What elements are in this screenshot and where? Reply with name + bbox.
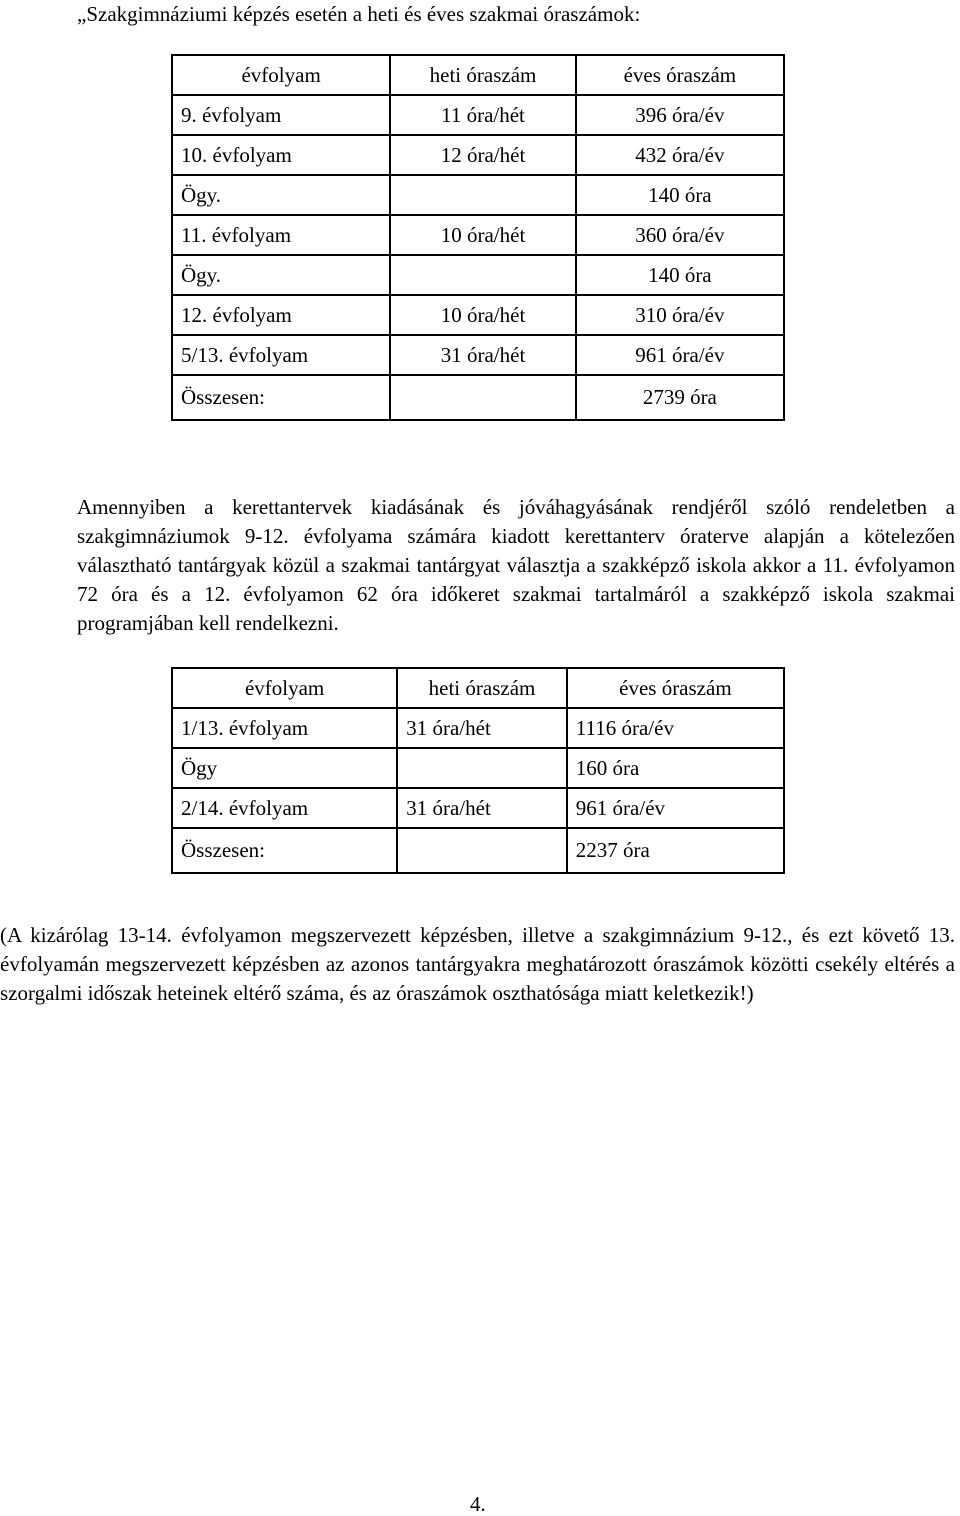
table-row xyxy=(172,708,784,748)
cell-eves: 961 óra/év xyxy=(567,788,784,828)
cell-evfolyam: 10. évfolyam xyxy=(172,135,390,175)
cell-evfolyam: 2/14. évfolyam xyxy=(172,788,397,828)
cell-eves: 2237 óra xyxy=(567,828,784,873)
cell-heti: 11 óra/hét xyxy=(390,95,575,135)
column-header-heti: heti óraszám xyxy=(390,55,575,95)
cell-heti: 31 óra/hét xyxy=(397,788,567,828)
column-header-evfolyam: évfolyam xyxy=(172,668,397,708)
column-header-evfolyam: évfolyam xyxy=(172,55,390,95)
column-header-heti: heti óraszám xyxy=(397,668,567,708)
paragraph-kerettanterv: Amennyiben a kerettantervek kiadásának és jóváhagyásának rendjéről szóló rendeletben a szakgimnáziumok 9-12. évfolyama számára kiadott kerettanterv óraterve alapján a kötelezően választható tantárgyak közül a szakmai tantárgyat választja a szakképző iskola akkor a 11. évfolyamon 72 óra és a 12. évfolyamon 62 óra időkeret szakmai tartalmáról a szakképző iskola szakmai programjában kell rendelkezni. xyxy=(77,495,955,635)
weekly-yearly-hours-table-2 xyxy=(171,667,785,874)
cell-evfolyam: Ögy xyxy=(172,748,397,788)
cell-heti: 31 óra/hét xyxy=(397,708,567,748)
cell-eves: 310 óra/év xyxy=(576,295,784,335)
cell-evfolyam: 12. évfolyam xyxy=(172,295,390,335)
table-row xyxy=(172,215,784,255)
cell-evfolyam: Ögy. xyxy=(172,175,390,215)
cell-heti: 10 óra/hét xyxy=(390,215,575,255)
cell-heti xyxy=(397,828,567,873)
weekly-yearly-hours-table-1 xyxy=(171,54,785,421)
table-row xyxy=(172,255,784,295)
cell-heti xyxy=(397,748,567,788)
column-header-eves: éves óraszám xyxy=(576,55,784,95)
cell-evfolyam: Összesen: xyxy=(172,375,390,420)
page-number: 4. xyxy=(470,1492,486,1516)
cell-evfolyam: 11. évfolyam xyxy=(172,215,390,255)
intro-text: „Szakgimnáziumi képzés esetén a heti és éves szakmai óraszámok: xyxy=(77,2,641,26)
cell-eves: 1116 óra/év xyxy=(567,708,784,748)
cell-evfolyam: 5/13. évfolyam xyxy=(172,335,390,375)
cell-eves: 961 óra/év xyxy=(576,335,784,375)
table-header-row xyxy=(172,668,784,708)
cell-eves: 360 óra/év xyxy=(576,215,784,255)
cell-evfolyam: Ögy. xyxy=(172,255,390,295)
table-total-row xyxy=(172,375,784,420)
cell-eves: 432 óra/év xyxy=(576,135,784,175)
table-row xyxy=(172,95,784,135)
table-row xyxy=(172,335,784,375)
cell-heti: 12 óra/hét xyxy=(390,135,575,175)
table-row xyxy=(172,135,784,175)
cell-heti xyxy=(390,255,575,295)
table-row xyxy=(172,748,784,788)
table-row xyxy=(172,788,784,828)
cell-eves: 2739 óra xyxy=(576,375,784,420)
cell-evfolyam: Összesen: xyxy=(172,828,397,873)
paragraph-note: (A kizárólag 13-14. évfolyamon megszervezett képzésben, illetve a szakgimnázium 9-12., és ezt követő 13. évfolyamán megszervezett képzésben az azonos tantárgyakra meghatározott óraszámok közötti csekély eltérés a szorgalmi időszak heteinek eltérő száma, és az óraszámok oszthatósága miatt keletkezik!) xyxy=(0,923,955,1005)
cell-heti: 31 óra/hét xyxy=(390,335,575,375)
table-total-row xyxy=(172,828,784,873)
cell-eves: 160 óra xyxy=(567,748,784,788)
cell-evfolyam: 9. évfolyam xyxy=(172,95,390,135)
table-row xyxy=(172,175,784,215)
cell-heti xyxy=(390,175,575,215)
cell-eves: 140 óra xyxy=(576,175,784,215)
cell-evfolyam: 1/13. évfolyam xyxy=(172,708,397,748)
column-header-eves: éves óraszám xyxy=(567,668,784,708)
table-header-row xyxy=(172,55,784,95)
cell-heti: 10 óra/hét xyxy=(390,295,575,335)
cell-eves: 396 óra/év xyxy=(576,95,784,135)
cell-heti xyxy=(390,375,575,420)
cell-eves: 140 óra xyxy=(576,255,784,295)
table-row xyxy=(172,295,784,335)
